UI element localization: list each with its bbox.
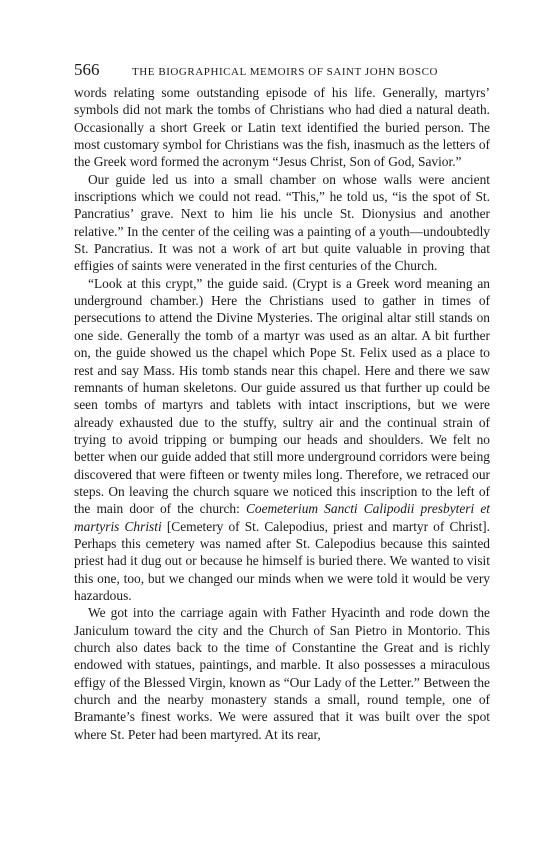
paragraph-2: Our guide led us into a small chamber on whose walls were ancient inscriptions which we could not read. “This,” he told us, “is the spot of St. Pancratius’ grave. Next to him lie his uncle St. Dionysius and another relative.” In the center of the ceiling was a painting of a youth—undoubtedly St. Pancratius. It was not a work of art but quite valuable in proving that effigies of saints were venerated in the first centuries of the Church. — [74, 171, 490, 274]
paragraph-3 — [74, 275, 490, 605]
page-number: 566 — [74, 60, 100, 79]
paragraph-4: We got into the carriage again with Father Hyacinth and rode down the Janiculum toward the city and the Church of San Pietro in Montorio. This church also dates back to the time of Constantine the Great and is richly endowed with statues, paintings, and marble. It also possesses a miraculous effigy of the Blessed Virgin, known as “Our Lady of the Letter.” Between the church and the nearby monastery stands a small, round temple, one of Bramante’s finest works. We were assured that it was built over the spot where St. Peter had been martyred. At its rear, — [74, 605, 490, 742]
book-page — [74, 60, 490, 743]
page-body — [74, 84, 490, 743]
paragraph-1: words relating some outstanding episode of his life. Generally, martyrs’ symbols did not mark the tombs of Christians who had died a natural death. Occasionally a short Greek or Latin text identified the buried person. The most customary symbol for Christians was the fish, inasmuch as the letters of the Greek word formed the acronym “Jesus Christ, Son of God, Savior.” — [74, 85, 490, 170]
paragraph-3-text-b: [Cemetery of St. Calepodius, priest and martyr of Christ]. Perhaps this cemetery was named after St. Calepodius because this sainted priest had it dug out or because he himself is buried there. We wanted to visit this one, too, but we changed our minds when we were told it would be very hazardous. — [74, 518, 490, 603]
running-title: THE BIOGRAPHICAL MEMOIRS OF SAINT JOHN BOSCO — [132, 66, 438, 78]
paragraph-3-text-a: “Look at this crypt,” the guide said. (Crypt is a Greek word meaning an underground chamber.) Here the Christians used to gather in times of persecutions to attend the Divine Mysteries. The original altar still stands on one side. Generally the tomb of a martyr was used as an altar. A bit further on, the guide showed us the chapel which Pope St. Felix used as a place to rest and say Mass. His tomb stands near this chapel. Here and there we saw remnants of human skeletons. Our guide assured us that further up could be seen tombs of martyrs and tablets with intact inscriptions, but we were already exhausted due to the stuffy, sultry air and the continual strain of trying to avoid tripping or bumping our heads and shoulders. We felt no better when our guide added that still more underground corridors were being discovered that were fifteen or twenty miles long. Therefore, we retraced our steps. On leaving the church square we noticed this inscription to the left of the main door of the church: — [74, 275, 490, 517]
running-head — [74, 60, 490, 82]
latin-inscription: Coemeterium Sancti Calipodii presbyteri et martyris Christi — [74, 501, 490, 534]
